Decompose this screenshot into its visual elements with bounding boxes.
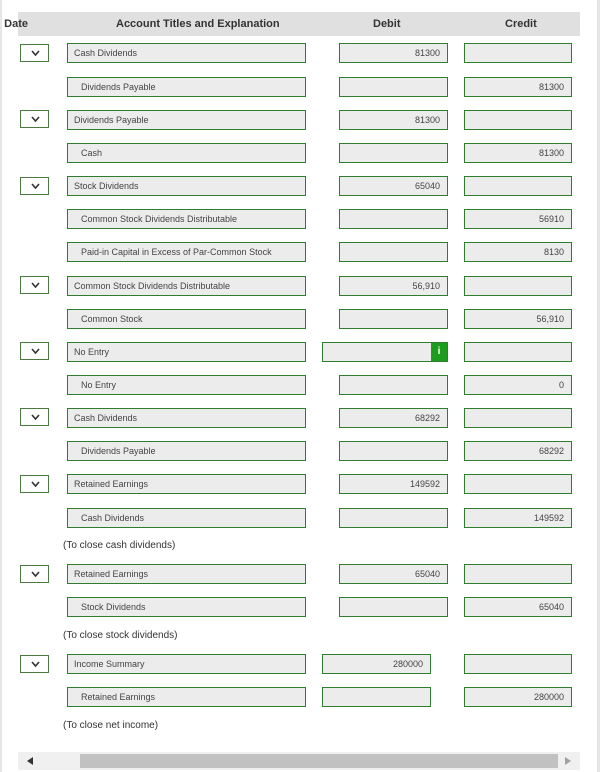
account-field[interactable]: Retained Earnings	[67, 564, 306, 584]
credit-field[interactable]: 56,910	[464, 309, 572, 329]
credit-field[interactable]: 8130	[464, 242, 572, 262]
explanation-note: (To close stock dividends)	[63, 630, 178, 641]
horizontal-scrollbar[interactable]	[18, 752, 580, 770]
debit-field[interactable]: 81300	[339, 43, 448, 63]
explanation-note: (To close cash dividends)	[63, 540, 176, 551]
date-dropdown[interactable]	[20, 475, 49, 493]
account-field[interactable]: Cash Dividends	[67, 43, 306, 63]
credit-field[interactable]: 0	[464, 375, 572, 395]
date-header: Date	[4, 18, 28, 30]
debit-field[interactable]: 81300	[339, 110, 448, 130]
chevron-down-icon	[31, 571, 40, 577]
debit-field[interactable]	[339, 597, 448, 617]
debit-field[interactable]: 65040	[339, 564, 448, 584]
date-dropdown[interactable]	[20, 276, 49, 294]
account-field[interactable]: No Entry	[67, 342, 306, 362]
chevron-down-icon	[31, 282, 40, 288]
debit-field[interactable]	[339, 508, 448, 528]
chevron-down-icon	[31, 116, 40, 122]
debit-field[interactable]: 280000	[322, 654, 431, 674]
debit-field[interactable]: 68292	[339, 408, 448, 428]
info-icon[interactable]: i	[431, 343, 447, 361]
scrollbar-thumb[interactable]	[80, 754, 558, 768]
account-field[interactable]: No Entry	[67, 375, 306, 395]
account-field[interactable]: Dividends Payable	[67, 77, 306, 97]
chevron-down-icon	[31, 661, 40, 667]
debit-header: Debit	[373, 18, 401, 30]
chevron-down-icon	[31, 348, 40, 354]
date-dropdown[interactable]	[20, 565, 49, 583]
account-field[interactable]: Dividends Payable	[67, 441, 306, 461]
debit-field[interactable]	[339, 143, 448, 163]
credit-field[interactable]: 65040	[464, 597, 572, 617]
credit-field[interactable]	[464, 564, 572, 584]
account-header: Account Titles and Explanation	[116, 18, 280, 30]
account-field[interactable]: Cash	[67, 143, 306, 163]
credit-field[interactable]: 149592	[464, 508, 572, 528]
debit-field[interactable]	[339, 441, 448, 461]
credit-field[interactable]: 68292	[464, 441, 572, 461]
credit-field[interactable]	[464, 176, 572, 196]
debit-field[interactable]	[322, 342, 448, 362]
debit-field[interactable]	[339, 77, 448, 97]
debit-field[interactable]: 149592	[339, 474, 448, 494]
credit-field[interactable]	[464, 654, 572, 674]
table-header	[4, 12, 580, 36]
account-field[interactable]: Stock Dividends	[67, 176, 306, 196]
account-field[interactable]: Cash Dividends	[67, 508, 306, 528]
credit-field[interactable]	[464, 110, 572, 130]
credit-field[interactable]	[464, 474, 572, 494]
chevron-down-icon	[31, 183, 40, 189]
credit-header: Credit	[505, 18, 537, 30]
account-field[interactable]: Retained Earnings	[67, 687, 306, 707]
credit-field[interactable]	[464, 408, 572, 428]
chevron-down-icon	[31, 414, 40, 420]
date-dropdown[interactable]	[20, 408, 49, 426]
chevron-down-icon	[31, 50, 40, 56]
arrow-left-icon[interactable]	[27, 757, 33, 765]
debit-field[interactable]	[339, 309, 448, 329]
account-field[interactable]: Stock Dividends	[67, 597, 306, 617]
left-edge	[0, 0, 2, 772]
credit-field[interactable]: 280000	[464, 687, 572, 707]
date-dropdown[interactable]	[20, 44, 49, 62]
chevron-down-icon	[31, 481, 40, 487]
account-field[interactable]: Paid-in Capital in Excess of Par-Common Stock	[67, 242, 306, 262]
credit-field[interactable]	[464, 43, 572, 63]
credit-field[interactable]: 81300	[464, 143, 572, 163]
date-dropdown[interactable]	[20, 655, 49, 673]
date-dropdown[interactable]	[20, 177, 49, 195]
credit-field[interactable]	[464, 342, 572, 362]
explanation-note: (To close net income)	[63, 720, 159, 731]
account-field[interactable]: Dividends Payable	[67, 110, 306, 130]
credit-field[interactable]: 56910	[464, 209, 572, 229]
date-dropdown[interactable]	[20, 342, 49, 360]
debit-field[interactable]: 65040	[339, 176, 448, 196]
date-dropdown[interactable]	[20, 110, 49, 128]
debit-field[interactable]	[339, 242, 448, 262]
account-field[interactable]: Cash Dividends	[67, 408, 306, 428]
account-field[interactable]: Income Summary	[67, 654, 306, 674]
credit-field[interactable]	[464, 276, 572, 296]
debit-field[interactable]: 56,910	[339, 276, 448, 296]
debit-field[interactable]	[339, 375, 448, 395]
credit-field[interactable]: 81300	[464, 77, 572, 97]
arrow-right-icon[interactable]	[565, 757, 571, 765]
account-field[interactable]: Retained Earnings	[67, 474, 306, 494]
account-field[interactable]: Common Stock Dividends Distributable	[67, 276, 306, 296]
account-field[interactable]: Common Stock Dividends Distributable	[67, 209, 306, 229]
account-field[interactable]: Common Stock	[67, 309, 306, 329]
debit-field[interactable]	[339, 209, 448, 229]
debit-field[interactable]	[322, 687, 431, 707]
